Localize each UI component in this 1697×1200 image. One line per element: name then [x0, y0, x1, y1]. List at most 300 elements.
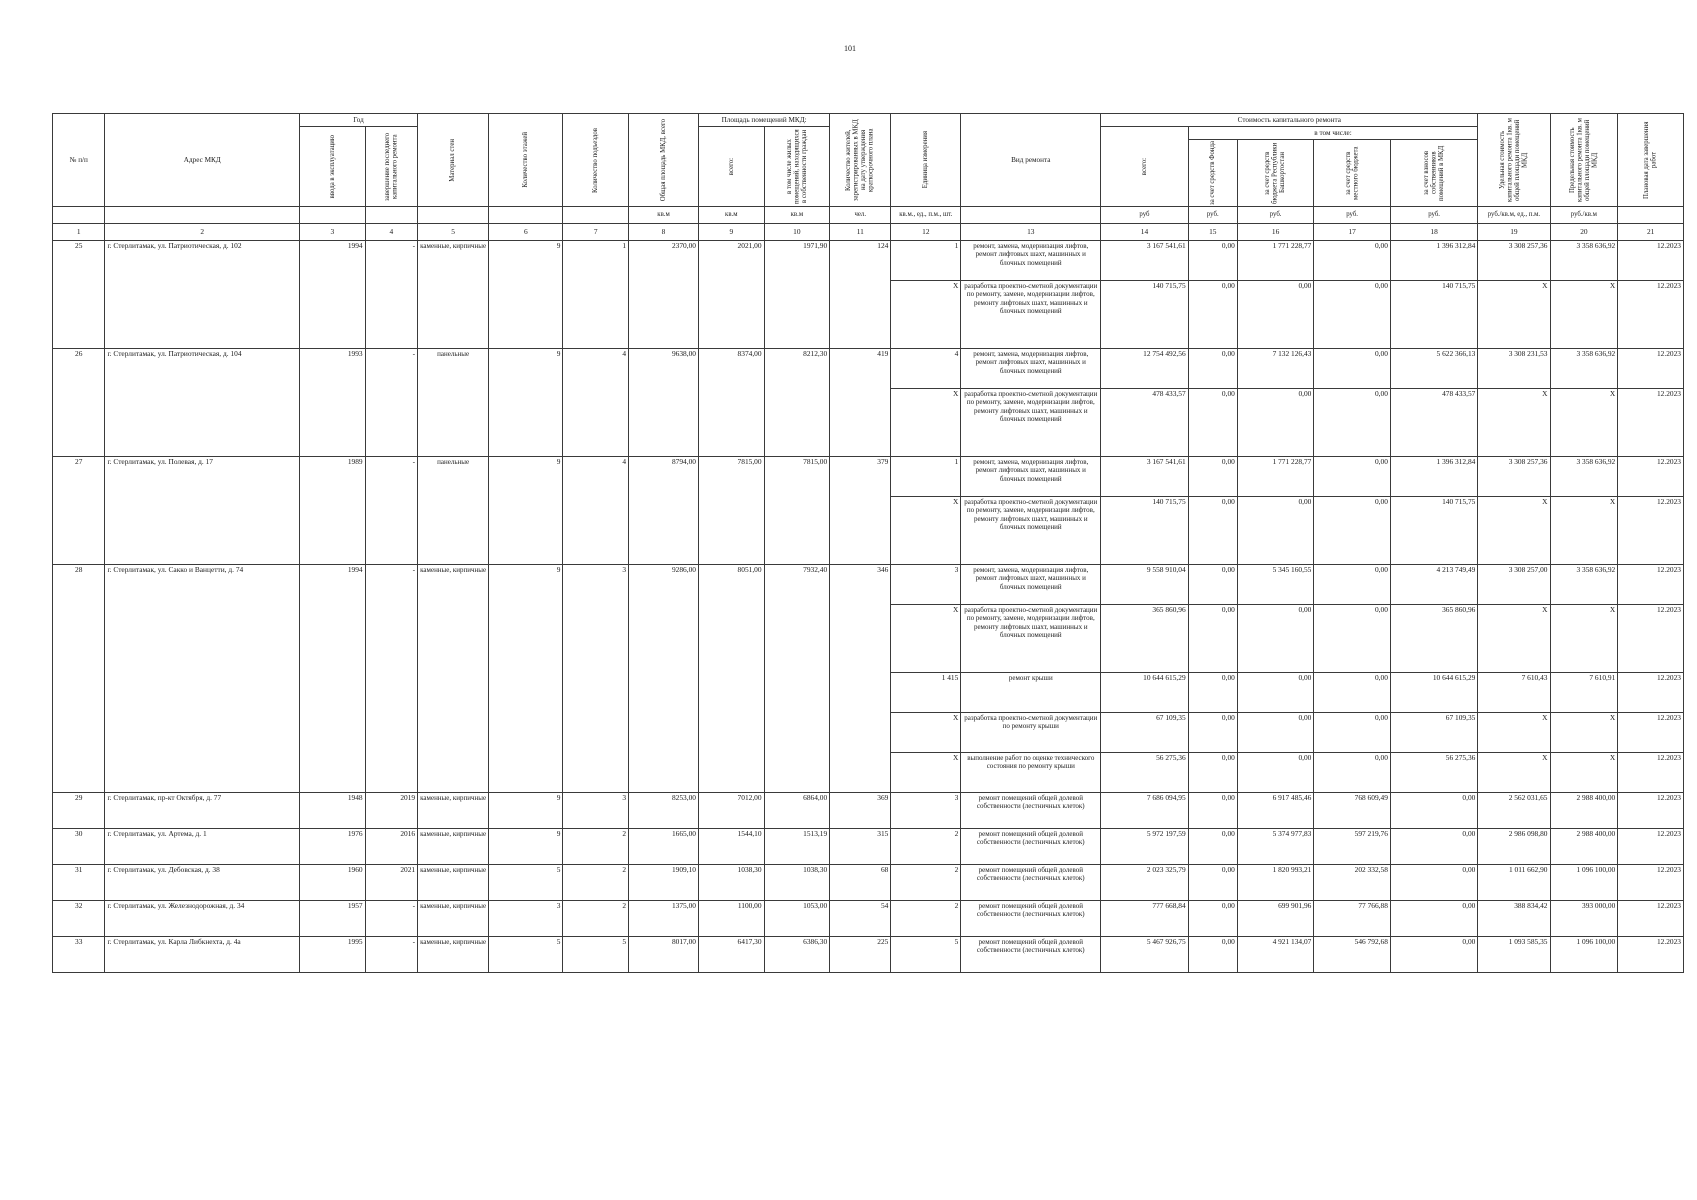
column-number-cell: 2 [105, 224, 300, 241]
cost-republic-cell: 0,00 [1237, 753, 1314, 793]
floors-cell: 5 [489, 865, 563, 901]
quantity-cell: 4 [891, 349, 961, 389]
column-number-cell: 16 [1237, 224, 1314, 241]
year-commission-cell: 1957 [300, 901, 366, 937]
quantity-cell: 2 [891, 865, 961, 901]
cost-local-cell: 0,00 [1314, 281, 1391, 349]
unit-cell: кв.м., ед., п.м., шт. [891, 207, 961, 224]
cost-owners-cell: 0,00 [1390, 865, 1477, 901]
premises-total-cell: 7012,00 [699, 793, 765, 829]
wall-material-cell: каменные, кирпичные [418, 241, 489, 349]
column-number-cell: 18 [1390, 224, 1477, 241]
col-address: Адрес МКД [105, 114, 300, 207]
column-number-cell: 7 [563, 224, 629, 241]
residents-cell: 124 [830, 241, 891, 349]
entrances-cell: 2 [563, 829, 629, 865]
cost-republic-cell: 0,00 [1237, 605, 1314, 673]
cost-owners-cell: 56 275,36 [1390, 753, 1477, 793]
units-row [53, 207, 1684, 224]
unit-cell: руб. [1237, 207, 1314, 224]
cost-total-cell: 5 972 197,59 [1101, 829, 1188, 865]
repair-type-cell: ремонт, замена, модернизация лифтов, ремонт лифтовых шахт, машинных и блочных помещений [961, 349, 1101, 389]
quantity-cell: 5 [891, 937, 961, 973]
planned-date-cell: 12.2023 [1618, 389, 1684, 457]
planned-date-cell: 12.2023 [1618, 281, 1684, 349]
unit-cell [53, 207, 105, 224]
address-cell: г. Стерлитамак, ул. Сакко и Ванцетти, д. 74 [105, 565, 300, 793]
cost-fund-cell: 0,00 [1188, 673, 1237, 713]
column-number-cell: 21 [1618, 224, 1684, 241]
cost-owners-cell: 67 109,35 [1390, 713, 1477, 753]
row-number: 28 [53, 565, 105, 793]
wall-material-cell: панельные [418, 457, 489, 565]
entrances-cell: 2 [563, 865, 629, 901]
quantity-cell: X [891, 713, 961, 753]
row-number: 26 [53, 349, 105, 457]
premises-total-cell: 1038,30 [699, 865, 765, 901]
planned-date-cell: 12.2023 [1618, 605, 1684, 673]
cost-local-cell: 546 792,68 [1314, 937, 1391, 973]
year-commission-cell: 1976 [300, 829, 366, 865]
cost-local-cell: 0,00 [1314, 713, 1391, 753]
planned-date-cell: 12.2023 [1618, 865, 1684, 901]
column-number-cell: 14 [1101, 224, 1188, 241]
wall-material-cell: каменные, кирпичные [418, 793, 489, 829]
column-number-cell: 6 [489, 224, 563, 241]
unit-cell: чел. [830, 207, 891, 224]
unit-cell [418, 207, 489, 224]
premises-total-cell: 8374,00 [699, 349, 765, 457]
cost-fund-cell: 0,00 [1188, 793, 1237, 829]
unit-cell [1618, 207, 1684, 224]
max-cost-cell: 3 358 636,92 [1550, 349, 1618, 389]
premises-residential-cell: 6864,00 [764, 793, 830, 829]
year-commission-cell: 1989 [300, 457, 366, 565]
row-number: 25 [53, 241, 105, 349]
table-row [53, 241, 1684, 281]
address-cell: г. Стерлитамак, ул. Патриотическая, д. 104 [105, 349, 300, 457]
planned-date-cell: 12.2023 [1618, 565, 1684, 605]
table-row [53, 865, 1684, 901]
cost-owners-cell: 4 213 749,49 [1390, 565, 1477, 605]
premises-residential-cell: 1053,00 [764, 901, 830, 937]
repair-type-cell: ремонт помещений общей долевой собственности (лестничных клеток) [961, 901, 1101, 937]
residents-cell: 419 [830, 349, 891, 457]
cost-fund-cell: 0,00 [1188, 865, 1237, 901]
year-last-repair-cell: - [365, 241, 417, 349]
cost-total-cell: 10 644 615,29 [1101, 673, 1188, 713]
column-number-cell: 19 [1478, 224, 1550, 241]
col-total-area: Общая площадь МКД, всего [629, 114, 699, 207]
max-cost-cell: 3 358 636,92 [1550, 457, 1618, 497]
year-last-repair-cell: - [365, 937, 417, 973]
cost-local-cell: 202 332,58 [1314, 865, 1391, 901]
cost-fund-cell: 0,00 [1188, 389, 1237, 457]
repair-type-cell: ремонт помещений общей долевой собственности (лестничных клеток) [961, 865, 1101, 901]
max-cost-cell: X [1550, 753, 1618, 793]
floors-cell: 3 [489, 901, 563, 937]
entrances-cell: 2 [563, 901, 629, 937]
cost-republic-cell: 0,00 [1237, 497, 1314, 565]
cost-fund-cell: 0,00 [1188, 281, 1237, 349]
premises-residential-cell: 1971,90 [764, 241, 830, 349]
cost-total-cell: 140 715,75 [1101, 281, 1188, 349]
unit-cell [961, 207, 1101, 224]
unit-cell [489, 207, 563, 224]
quantity-cell: X [891, 389, 961, 457]
table-row [53, 901, 1684, 937]
specific-cost-cell: 2 986 098,80 [1478, 829, 1550, 865]
premises-total-cell: 6417,30 [699, 937, 765, 973]
residents-cell: 369 [830, 793, 891, 829]
cost-owners-cell: 365 860,96 [1390, 605, 1477, 673]
year-last-repair-cell: 2019 [365, 793, 417, 829]
cost-total-cell: 777 668,84 [1101, 901, 1188, 937]
cost-fund-cell: 0,00 [1188, 753, 1237, 793]
col-premises-residential: в том числе жилых помещений, находящихся в собственности граждан [764, 127, 830, 207]
cost-fund-cell: 0,00 [1188, 901, 1237, 937]
cost-fund-cell: 0,00 [1188, 937, 1237, 973]
planned-date-cell: 12.2023 [1618, 793, 1684, 829]
column-number-cell: 1 [53, 224, 105, 241]
cost-total-cell: 3 167 541,61 [1101, 241, 1188, 281]
col-repair-type: Вид ремонта [961, 114, 1101, 207]
max-cost-cell: 3 358 636,92 [1550, 241, 1618, 281]
year-commission-cell: 1994 [300, 565, 366, 793]
total-area-cell: 8794,00 [629, 457, 699, 565]
cost-fund-cell: 0,00 [1188, 349, 1237, 389]
cost-total-cell: 365 860,96 [1101, 605, 1188, 673]
specific-cost-cell: 7 610,43 [1478, 673, 1550, 713]
table-row [53, 457, 1684, 497]
column-number-cell: 20 [1550, 224, 1618, 241]
col-year-last-repair: завершение последнего капитального ремонта [365, 127, 417, 207]
quantity-cell: X [891, 753, 961, 793]
column-numbers-row [53, 224, 1684, 241]
floors-cell: 9 [489, 457, 563, 565]
col-cost-owners: за счет взносов собственников помещений в МКД [1390, 140, 1477, 207]
col-no: № п/п [53, 114, 105, 207]
cost-fund-cell: 0,00 [1188, 497, 1237, 565]
cost-republic-cell: 0,00 [1237, 389, 1314, 457]
max-cost-cell: X [1550, 281, 1618, 349]
unit-cell: руб. [1314, 207, 1391, 224]
cost-total-cell: 478 433,57 [1101, 389, 1188, 457]
column-number-cell: 10 [764, 224, 830, 241]
cost-owners-cell: 478 433,57 [1390, 389, 1477, 457]
col-unit: Единица измерения [891, 114, 961, 207]
quantity-cell: 3 [891, 793, 961, 829]
year-commission-cell: 1993 [300, 349, 366, 457]
cost-republic-cell: 1 771 228,77 [1237, 457, 1314, 497]
premises-total-cell: 8051,00 [699, 565, 765, 793]
cost-local-cell: 0,00 [1314, 753, 1391, 793]
total-area-cell: 1909,10 [629, 865, 699, 901]
quantity-cell: 1 [891, 241, 961, 281]
max-cost-cell: 2 988 400,00 [1550, 829, 1618, 865]
cost-local-cell: 0,00 [1314, 497, 1391, 565]
residents-cell: 54 [830, 901, 891, 937]
col-wall-material: Материал стен [418, 114, 489, 207]
cost-local-cell: 0,00 [1314, 565, 1391, 605]
address-cell: г. Стерлитамак, ул. Патриотическая, д. 102 [105, 241, 300, 349]
column-number-cell: 17 [1314, 224, 1391, 241]
cost-total-cell: 12 754 492,56 [1101, 349, 1188, 389]
table-row [53, 565, 1684, 605]
planned-date-cell: 12.2023 [1618, 901, 1684, 937]
planned-date-cell: 12.2023 [1618, 753, 1684, 793]
repair-type-cell: разработка проектно-сметной документации по ремонту, замене, модернизации лифтов, ремонту лифтовых шахт, машинных и блочных помещений [961, 281, 1101, 349]
address-cell: г. Стерлитамак, пр-кт Октября, д. 77 [105, 793, 300, 829]
planned-date-cell: 12.2023 [1618, 241, 1684, 281]
col-cost-total: всего: [1101, 127, 1188, 207]
cost-owners-cell: 0,00 [1390, 829, 1477, 865]
cost-republic-cell: 4 921 134,07 [1237, 937, 1314, 973]
row-number: 31 [53, 865, 105, 901]
col-year-group: Год [300, 114, 418, 127]
quantity-cell: X [891, 497, 961, 565]
col-planned-date: Плановая дата завершения работ [1618, 114, 1684, 207]
entrances-cell: 4 [563, 349, 629, 457]
col-cost-group: Стоимость капитального ремонта [1101, 114, 1478, 127]
year-last-repair-cell: 2021 [365, 865, 417, 901]
col-floors: Количество этажей [489, 114, 563, 207]
floors-cell: 9 [489, 565, 563, 793]
residents-cell: 379 [830, 457, 891, 565]
repair-type-cell: ремонт помещений общей долевой собственности (лестничных клеток) [961, 937, 1101, 973]
column-number-cell: 8 [629, 224, 699, 241]
premises-total-cell: 7815,00 [699, 457, 765, 565]
cost-total-cell: 56 275,36 [1101, 753, 1188, 793]
max-cost-cell: X [1550, 605, 1618, 673]
wall-material-cell: каменные, кирпичные [418, 865, 489, 901]
total-area-cell: 1665,00 [629, 829, 699, 865]
col-cost-fund: за счет средств Фонда [1188, 140, 1237, 207]
cost-local-cell: 0,00 [1314, 673, 1391, 713]
max-cost-cell: 1 096 100,00 [1550, 865, 1618, 901]
quantity-cell: 2 [891, 901, 961, 937]
entrances-cell: 1 [563, 241, 629, 349]
row-number: 30 [53, 829, 105, 865]
planned-date-cell: 12.2023 [1618, 937, 1684, 973]
residents-cell: 315 [830, 829, 891, 865]
cost-fund-cell: 0,00 [1188, 565, 1237, 605]
column-number-cell: 4 [365, 224, 417, 241]
cost-fund-cell: 0,00 [1188, 829, 1237, 865]
unit-cell [365, 207, 417, 224]
repair-type-cell: разработка проектно-сметной документации по ремонту, замене, модернизации лифтов, ремонту лифтовых шахт, машинных и блочных помещений [961, 389, 1101, 457]
table-row [53, 793, 1684, 829]
column-number-cell: 9 [699, 224, 765, 241]
specific-cost-cell: 3 308 231,53 [1478, 349, 1550, 389]
cost-local-cell: 0,00 [1314, 241, 1391, 281]
quantity-cell: 3 [891, 565, 961, 605]
planned-date-cell: 12.2023 [1618, 457, 1684, 497]
cost-republic-cell: 6 917 485,46 [1237, 793, 1314, 829]
specific-cost-cell: 3 308 257,36 [1478, 457, 1550, 497]
column-number-cell: 12 [891, 224, 961, 241]
entrances-cell: 5 [563, 937, 629, 973]
premises-residential-cell: 8212,30 [764, 349, 830, 457]
quantity-cell: X [891, 281, 961, 349]
row-number: 27 [53, 457, 105, 565]
cost-total-cell: 140 715,75 [1101, 497, 1188, 565]
entrances-cell: 4 [563, 457, 629, 565]
repair-type-cell: разработка проектно-сметной документации по ремонту, замене, модернизации лифтов, ремонту лифтовых шахт, машинных и блочных помещений [961, 605, 1101, 673]
total-area-cell: 1375,00 [629, 901, 699, 937]
col-max-cost: Предельная стоимость капитального ремонта 1кв. м общей площади помещений МКД [1550, 114, 1618, 207]
total-area-cell: 8253,00 [629, 793, 699, 829]
cost-total-cell: 5 467 926,75 [1101, 937, 1188, 973]
total-area-cell: 2370,00 [629, 241, 699, 349]
premises-total-cell: 1544,10 [699, 829, 765, 865]
repair-type-cell: ремонт помещений общей долевой собственности (лестничных клеток) [961, 829, 1101, 865]
year-last-repair-cell: 2016 [365, 829, 417, 865]
specific-cost-cell: X [1478, 753, 1550, 793]
max-cost-cell: X [1550, 497, 1618, 565]
col-premises-total: всего: [699, 127, 765, 207]
residents-cell: 68 [830, 865, 891, 901]
planned-date-cell: 12.2023 [1618, 349, 1684, 389]
cost-owners-cell: 0,00 [1390, 901, 1477, 937]
cost-owners-cell: 0,00 [1390, 793, 1477, 829]
total-area-cell: 9286,00 [629, 565, 699, 793]
table-header [53, 114, 1684, 241]
wall-material-cell: панельные [418, 349, 489, 457]
unit-cell: руб./кв.м [1550, 207, 1618, 224]
cost-owners-cell: 1 396 312,84 [1390, 457, 1477, 497]
cost-republic-cell: 699 901,96 [1237, 901, 1314, 937]
address-cell: г. Стерлитамак, ул. Дебовская, д. 38 [105, 865, 300, 901]
year-last-repair-cell: - [365, 901, 417, 937]
planned-date-cell: 12.2023 [1618, 713, 1684, 753]
unit-cell: руб./кв.м, ед., п.м. [1478, 207, 1550, 224]
cost-republic-cell: 1 820 993,21 [1237, 865, 1314, 901]
row-number: 32 [53, 901, 105, 937]
col-premises-group: Площадь помещений МКД: [699, 114, 830, 127]
floors-cell: 9 [489, 829, 563, 865]
cost-republic-cell: 0,00 [1237, 673, 1314, 713]
page-number: 101 [844, 44, 856, 53]
max-cost-cell: X [1550, 713, 1618, 753]
total-area-cell: 8017,00 [629, 937, 699, 973]
year-commission-cell: 1994 [300, 241, 366, 349]
specific-cost-cell: 3 308 257,00 [1478, 565, 1550, 605]
wall-material-cell: каменные, кирпичные [418, 901, 489, 937]
specific-cost-cell: X [1478, 281, 1550, 349]
column-number-cell: 3 [300, 224, 366, 241]
max-cost-cell: 393 000,00 [1550, 901, 1618, 937]
residents-cell: 225 [830, 937, 891, 973]
unit-cell [105, 207, 300, 224]
table-body [53, 241, 1684, 973]
col-residents: Количество жителей, зарегистрированных в МКД на дату утверждения краткосрочного плана [830, 114, 891, 207]
col-specific-cost: Удельная стоимость капитального ремонта 1кв. м общей площади помещений МКД [1478, 114, 1550, 207]
col-cost-local: за счет средств местного бюджета [1314, 140, 1391, 207]
max-cost-cell: X [1550, 389, 1618, 457]
quantity-cell: 1 415 [891, 673, 961, 713]
cost-local-cell: 77 766,88 [1314, 901, 1391, 937]
column-number-cell: 13 [961, 224, 1101, 241]
unit-cell: руб. [1188, 207, 1237, 224]
cost-local-cell: 0,00 [1314, 389, 1391, 457]
unit-cell: руб. [1390, 207, 1477, 224]
max-cost-cell: 3 358 636,92 [1550, 565, 1618, 605]
column-number-cell: 15 [1188, 224, 1237, 241]
column-number-cell: 11 [830, 224, 891, 241]
year-commission-cell: 1995 [300, 937, 366, 973]
max-cost-cell: 2 988 400,00 [1550, 793, 1618, 829]
col-year-commission: ввода в эксплуатацию [300, 127, 366, 207]
row-number: 29 [53, 793, 105, 829]
planned-date-cell: 12.2023 [1618, 497, 1684, 565]
floors-cell: 9 [489, 241, 563, 349]
floors-cell: 9 [489, 349, 563, 457]
year-last-repair-cell: - [365, 565, 417, 793]
cost-owners-cell: 5 622 366,13 [1390, 349, 1477, 389]
wall-material-cell: каменные, кирпичные [418, 565, 489, 793]
specific-cost-cell: 3 308 257,36 [1478, 241, 1550, 281]
cost-fund-cell: 0,00 [1188, 457, 1237, 497]
cost-local-cell: 597 219,76 [1314, 829, 1391, 865]
specific-cost-cell: 2 562 031,65 [1478, 793, 1550, 829]
repair-type-cell: выполнение работ по оценке технического состояния по ремонту крыши [961, 753, 1101, 793]
specific-cost-cell: 1 011 662,90 [1478, 865, 1550, 901]
premises-residential-cell: 7815,00 [764, 457, 830, 565]
cost-local-cell: 0,00 [1314, 457, 1391, 497]
quantity-cell: 1 [891, 457, 961, 497]
specific-cost-cell: X [1478, 389, 1550, 457]
cost-local-cell: 0,00 [1314, 605, 1391, 673]
specific-cost-cell: 1 093 585,35 [1478, 937, 1550, 973]
unit-cell: руб [1101, 207, 1188, 224]
cost-owners-cell: 10 644 615,29 [1390, 673, 1477, 713]
unit-cell [563, 207, 629, 224]
entrances-cell: 3 [563, 793, 629, 829]
cost-local-cell: 768 609,49 [1314, 793, 1391, 829]
premises-residential-cell: 6386,30 [764, 937, 830, 973]
table-row [53, 937, 1684, 973]
cost-fund-cell: 0,00 [1188, 241, 1237, 281]
premises-residential-cell: 7932,40 [764, 565, 830, 793]
unit-cell: кв.м [764, 207, 830, 224]
floors-cell: 9 [489, 793, 563, 829]
cost-republic-cell: 5 374 977,83 [1237, 829, 1314, 865]
residents-cell: 346 [830, 565, 891, 793]
cost-republic-cell: 7 132 126,43 [1237, 349, 1314, 389]
cost-total-cell: 9 558 910,04 [1101, 565, 1188, 605]
table-row [53, 349, 1684, 389]
cost-owners-cell: 0,00 [1390, 937, 1477, 973]
cost-owners-cell: 140 715,75 [1390, 497, 1477, 565]
max-cost-cell: 7 610,91 [1550, 673, 1618, 713]
repair-type-cell: ремонт крыши [961, 673, 1101, 713]
unit-cell [300, 207, 366, 224]
entrances-cell: 3 [563, 565, 629, 793]
repair-type-cell: ремонт, замена, модернизация лифтов, ремонт лифтовых шахт, машинных и блочных помещений [961, 241, 1101, 281]
column-number-cell: 5 [418, 224, 489, 241]
specific-cost-cell: 388 834,42 [1478, 901, 1550, 937]
cost-fund-cell: 0,00 [1188, 605, 1237, 673]
cost-total-cell: 67 109,35 [1101, 713, 1188, 753]
wall-material-cell: каменные, кирпичные [418, 829, 489, 865]
specific-cost-cell: X [1478, 605, 1550, 673]
quantity-cell: 2 [891, 829, 961, 865]
cost-fund-cell: 0,00 [1188, 713, 1237, 753]
cost-local-cell: 0,00 [1314, 349, 1391, 389]
cost-total-cell: 2 023 325,79 [1101, 865, 1188, 901]
table-row [53, 829, 1684, 865]
